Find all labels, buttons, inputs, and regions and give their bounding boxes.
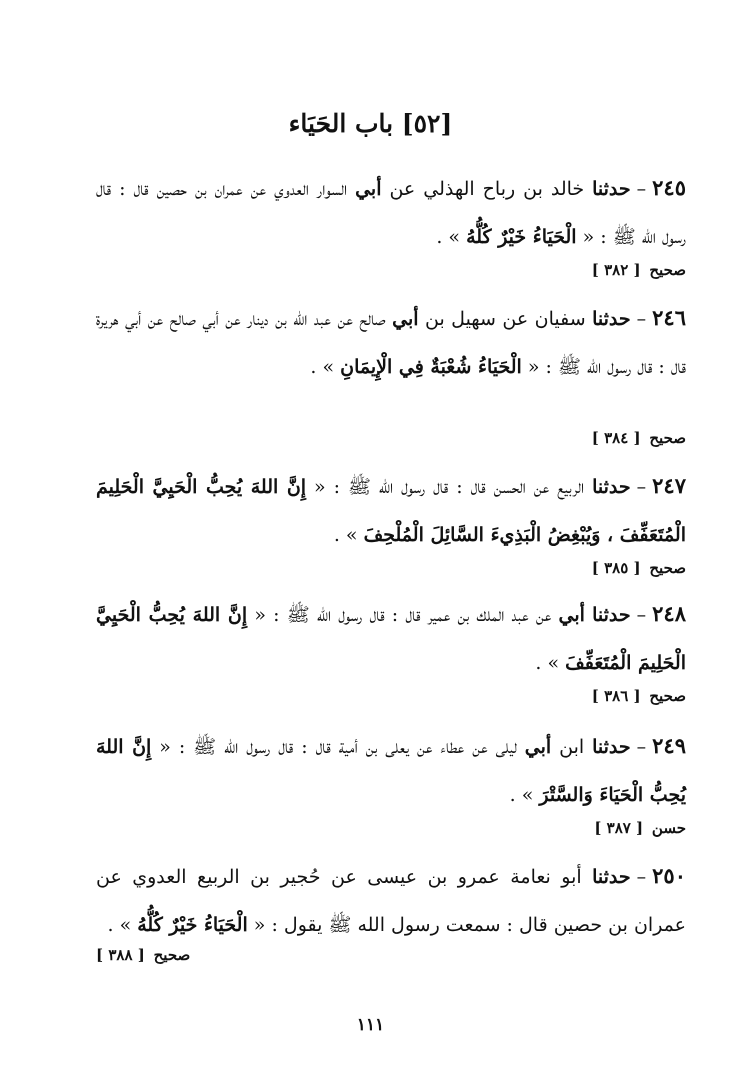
chapter-title: [٥٢] باب الحَيَاء bbox=[288, 109, 453, 138]
grade-label: صحيح bbox=[649, 429, 686, 447]
isnad-text: ابن bbox=[551, 736, 593, 758]
narration-keyword: حدثنا bbox=[592, 736, 631, 758]
hadith-entry bbox=[96, 462, 686, 582]
quote-close: » . bbox=[107, 914, 138, 936]
hadith-quote: الْحَيَاءُ خَيْرٌ كُلُّهُ bbox=[137, 914, 248, 936]
quote-close: » . bbox=[333, 524, 364, 546]
page-number: ١١١ bbox=[356, 1015, 385, 1035]
grade-label: صحيح bbox=[649, 687, 686, 705]
hadith-quote: إِنَّ اللهَ يُحِبُّ الْحَيِيَّ الْحَلِيمَ الْمُتَعَفِّفَ ، وَيُبْغِضُ الْبَذِيءَ السَّائِلَ الْمُلْحِفَ bbox=[96, 476, 686, 546]
hadith-text bbox=[96, 164, 686, 261]
name-keyword: أبي bbox=[355, 178, 382, 200]
isnad-text: السوار العدوي عن عمران بن حصين قال : قال رسول الله ﷺ : « bbox=[96, 178, 686, 248]
narration-keyword: حدثنا bbox=[592, 604, 631, 626]
hadith-entry bbox=[96, 590, 686, 710]
isnad-text: الربيع عن الحسن قال : قال رسول الله ﷺ : « bbox=[306, 476, 593, 498]
hadith-text bbox=[96, 294, 686, 391]
hadith-number: ٢٤٨ bbox=[652, 601, 686, 626]
reference-number: [ ٣٨٧ ] bbox=[594, 819, 644, 837]
hadith-dash: – bbox=[636, 178, 647, 200]
isnad-text: أبو نعامة عمرو بن عيسى عن حُجير بن الربيع العدوي عن عمران بن حصين قال : سمعت رسول الله ﷺ يقول : « bbox=[96, 866, 686, 936]
grade-line bbox=[594, 817, 686, 839]
grade-line bbox=[592, 259, 686, 281]
narration-keyword: حدثنا bbox=[592, 308, 631, 330]
hadith-quote: إِنَّ اللهَ يُحِبُّ الْحَيَاءَ وَالسَّتْرَ bbox=[96, 736, 686, 806]
hadith-quote: إِنَّ اللهَ يُحِبُّ الْحَيِيَّ الْحَلِيمَ الْمُتَعَفِّفَ bbox=[96, 604, 686, 674]
reference-number: [ ٣٨٥ ] bbox=[591, 559, 641, 577]
isnad-text: صالح عن عبد الله بن دينار عن أبي صالح عن أبي هريرة قال : قال رسول الله ﷺ : « bbox=[96, 308, 686, 378]
narration-keyword: حدثنا bbox=[592, 866, 631, 888]
grade-label: حسن bbox=[651, 819, 686, 837]
hadith-number: ٢٤٥ bbox=[652, 175, 686, 200]
reference-number: [ ٣٨٦ ] bbox=[591, 687, 641, 705]
hadith-text bbox=[96, 590, 686, 687]
hadith-dash: – bbox=[636, 866, 647, 888]
narration-keyword: حدثنا bbox=[592, 178, 631, 200]
grade-label: صحيح bbox=[649, 559, 686, 577]
name-keyword: أبي bbox=[558, 604, 585, 626]
isnad-text: سفيان عن سهيل بن bbox=[418, 308, 593, 330]
hadith-entry bbox=[96, 722, 686, 842]
hadith-text bbox=[96, 852, 686, 949]
reference-number: [ ٣٨٨ ] bbox=[96, 946, 145, 964]
quote-close: » . bbox=[436, 226, 467, 248]
isnad-text: عن عبد الملك بن عمير قال : قال رسول الله ﷺ : « bbox=[247, 604, 559, 626]
hadith-dash: – bbox=[636, 736, 647, 758]
hadith-quote: الْحَيَاءُ شُعْبَةٌ فِي الْإِيمَانِ bbox=[340, 356, 522, 378]
reference-number: [ ٣٨٤ ] bbox=[591, 429, 641, 447]
name-keyword: أبي bbox=[524, 736, 552, 758]
hadith-number: ٢٤٦ bbox=[652, 305, 686, 330]
hadith-entry bbox=[96, 852, 686, 1002]
hadith-dash: – bbox=[636, 308, 647, 330]
grade-line bbox=[592, 557, 686, 579]
hadith-number: ٢٥٠ bbox=[652, 863, 686, 888]
hadith-number: ٢٤٩ bbox=[652, 733, 686, 758]
hadith-quote: الْحَيَاءُ خَيْرٌ كُلُّهُ bbox=[466, 226, 577, 248]
hadith-entry bbox=[96, 164, 686, 282]
hadith-dash: – bbox=[636, 476, 647, 498]
hadith-text bbox=[96, 462, 686, 559]
grade-label: صحيح bbox=[153, 946, 191, 964]
narration-keyword: حدثنا bbox=[592, 476, 631, 498]
reference-number: [ ٣٨٢ ] bbox=[591, 261, 641, 279]
quote-close: » . bbox=[310, 356, 341, 378]
grade-line bbox=[592, 685, 686, 707]
grade-label: صحيح bbox=[649, 261, 686, 279]
isnad-text: ليلى عن عطاء عن يعلى بن أمية قال : قال رسول الله ﷺ : « bbox=[151, 736, 525, 758]
grade-line bbox=[592, 427, 686, 449]
hadith-number: ٢٤٧ bbox=[652, 473, 686, 498]
hadith-dash: – bbox=[636, 604, 647, 626]
name-keyword: أبي bbox=[392, 308, 419, 330]
isnad-text: خالد بن رباح الهذلي عن bbox=[381, 178, 593, 200]
hadith-entry bbox=[96, 294, 686, 454]
hadith-text bbox=[96, 722, 686, 819]
quote-close: » . bbox=[535, 652, 566, 674]
quote-close: » . bbox=[509, 784, 540, 806]
grade-line bbox=[96, 944, 190, 966]
